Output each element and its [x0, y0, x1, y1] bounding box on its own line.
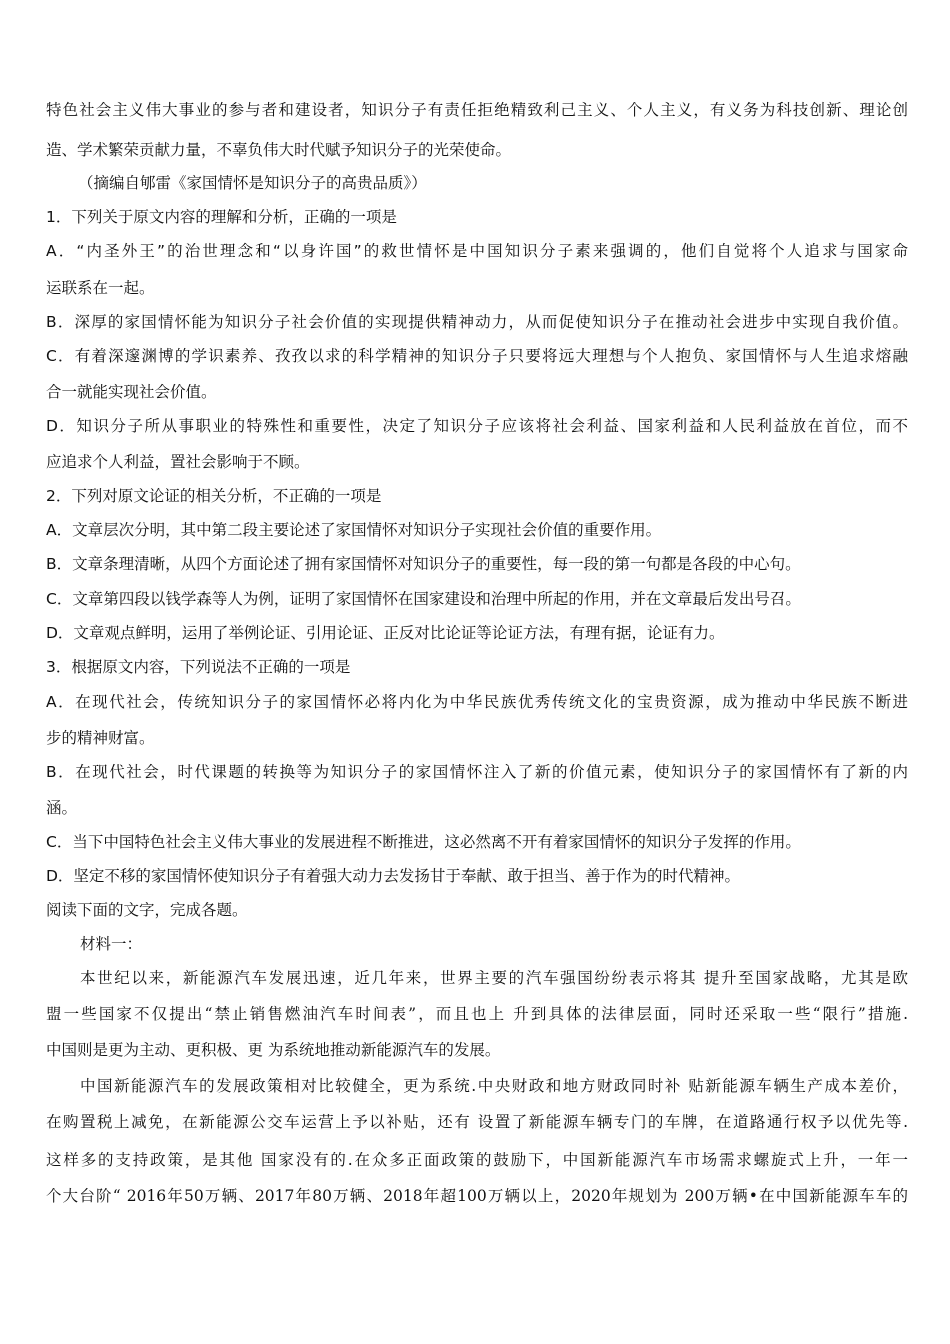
- option-3b: B．在现代社会，时代课题的转换等为知识分子的家国情怀注入了新的价值元素，使知识分子的家国情怀有了新的内: [46, 763, 908, 781]
- material-text-line: 本世纪以来，新能源汽车发展迅速，近几年来，世界主要的汽车强国纷纷表示将其 提升至国家战略，尤其是欧: [80, 969, 908, 987]
- question-2: 2．下列对原文论证的相关分析，不正确的一项是: [46, 487, 382, 505]
- text-line: 特色社会主义伟大事业的参与者和建设者，知识分子有责任拒绝精致利己主义、个人主义，有义务为科技创新、理论创: [46, 101, 908, 119]
- material-text-line: 中国则是更为主动、更积极、更 为系统地推动新能源汽车的发展。: [46, 1041, 501, 1059]
- option-3c: C．当下中国特色社会主义伟大事业的发展进程不断推进，这必然离不开有着家国情怀的知识分子发挥的作用。: [46, 833, 801, 851]
- material-text-line: 在购置税上减免，在新能源公交车运营上予以补贴，还有 设置了新能源车辆专门的车牌，在道路通行权予以优先等.: [46, 1113, 908, 1131]
- option-1b: B．深厚的家国情怀能为知识分子社会价值的实现提供精神动力，从而促使知识分子在推动社会进步中实现自我价值。: [46, 313, 908, 331]
- option-2b: B．文章条理清晰，从四个方面论述了拥有家国情怀对知识分子的重要性，每一段的第一句都是各段的中心句。: [46, 555, 801, 573]
- option-2c: C．文章第四段以钱学森等人为例，证明了家国情怀在国家建设和治理中所起的作用，并在文章最后发出号召。: [46, 590, 801, 608]
- material-text-line: 盟一些国家不仅提出“禁止销售燃油汽车时间表”，而且也上 升到具体的法律层面，同时还采取一些“限行”措施.: [46, 1005, 908, 1023]
- option-1d-cont: 应追求个人利益，置社会影响于不顾。: [46, 453, 310, 471]
- question-1: 1．下列关于原文内容的理解和分析，正确的一项是: [46, 208, 397, 226]
- option-1d: D．知识分子所从事职业的特殊性和重要性，决定了知识分子应该将社会利益、国家利益和人民利益放在首位，而不: [46, 417, 908, 435]
- material-heading: 材料一：: [80, 935, 143, 953]
- reading-instruction: 阅读下面的文字，完成各题。: [46, 901, 248, 919]
- option-1c: C．有着深邃渊博的学识素养、孜孜以求的科学精神的知识分子只要将远大理想与个人抱负、家国情怀与人生追求熔融: [46, 347, 908, 365]
- option-3a-cont: 步的精神财富。: [46, 729, 155, 747]
- material-text-line: 中国新能源汽车的发展政策相对比较健全，更为系统.中央财政和地方财政同时补 贴新能源车辆生产成本差价，: [80, 1077, 908, 1095]
- option-3b-cont: 涵。: [46, 799, 78, 817]
- material-text-line: 个大台阶“ 2016年50万辆、2017年80万辆、2018年超100万辆以上，2020年规划为 200万辆•在中国新能源车车的: [46, 1187, 908, 1205]
- option-1c-cont: 合一就能实现社会价值。: [46, 383, 217, 401]
- text-line: 造、学术繁荣贡献力量，不辜负伟大时代赋予知识分子的光荣使命。: [46, 141, 512, 159]
- option-2a: A．文章层次分明，其中第二段主要论述了家国情怀对知识分子实现社会价值的重要作用。: [46, 521, 662, 539]
- option-1a-cont: 运联系在一起。: [46, 279, 155, 297]
- option-2d: D．文章观点鲜明，运用了举例论证、引用论证、正反对比论证等论证方法，有理有据，论证有力。: [46, 624, 725, 642]
- option-3d: D．坚定不移的家国情怀使知识分子有着强大动力去发扬甘于奉献、敢于担当、善于作为的时代精神。: [46, 867, 740, 885]
- option-1a: A．“内圣外王”的治世理念和“以身许国”的救世情怀是中国知识分子素来强调的，他们自觉将个人追求与国家命: [46, 242, 908, 260]
- source-citation: （摘编自郇雷《家国情怀是知识分子的高贵品质》）: [78, 174, 427, 192]
- material-text-line: 这样多的支持政策，是其他 国家没有的.在众多正面政策的鼓励下，中国新能源汽车市场需求螺旋式上升，一年一: [46, 1151, 908, 1169]
- question-3: 3．根据原文内容，下列说法不正确的一项是: [46, 658, 351, 676]
- option-3a: A．在现代社会，传统知识分子的家国情怀必将内化为中华民族优秀传统文化的宝贵资源，成为推动中华民族不断进: [46, 693, 908, 711]
